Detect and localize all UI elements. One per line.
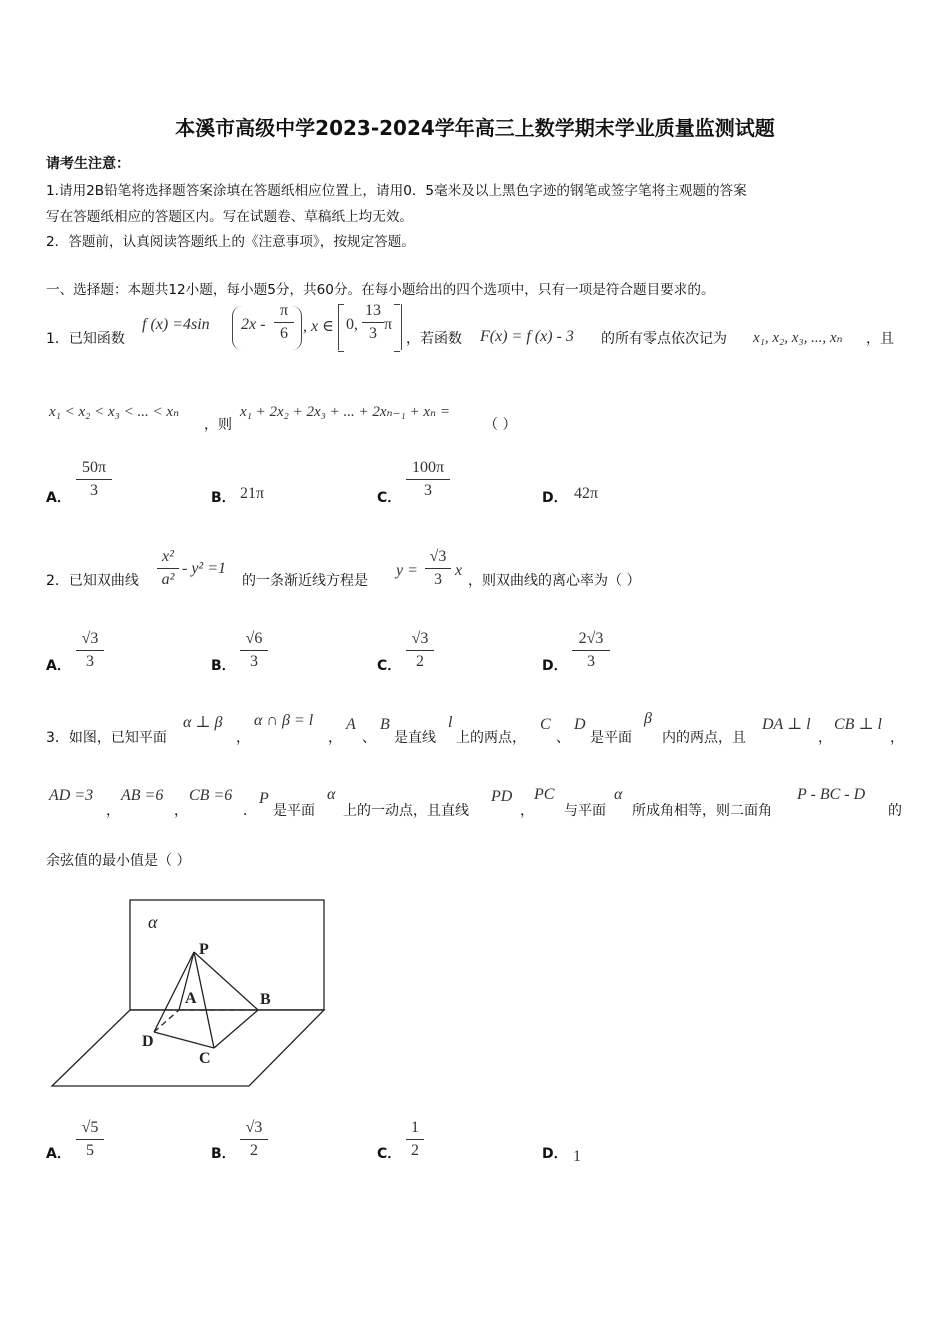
q1-mid2: 的所有零点依次记为 [601,331,727,347]
q1-interval-zero: 0, [346,316,358,333]
q1-interval-pi: π [384,316,393,333]
q1-option-b-label: B． [211,490,236,506]
q3-point-p: P [259,790,269,807]
q1-domain-text: , x ∈ [303,318,334,335]
q3-figure [44,890,334,1095]
q2-option-a-value: $\frac{√3}{3}$ [76,628,104,673]
q2-asym-y: y = [396,562,418,579]
q3-option-c-label: C． [377,1146,402,1162]
q2-mid: 的一条渐近线方程是 [242,573,368,589]
notice-item-2: 2．答题前，认真阅读答题纸上的《注意事项》，按规定答题。 [46,234,415,250]
q1-end: ，且 [866,331,894,347]
q3-prefix: 3．如图，已知平面 [46,730,167,746]
q2-eq-fraction: $\frac{\text{x²}}{\text{a²}}$ [157,546,179,591]
q3-alpha: α [327,786,336,803]
fig-label-c: C [199,1050,211,1067]
notice-item-1-line-2: 写在答题纸相应的答题区内。写在试题卷、草稿纸上均无效。 [46,209,414,225]
edge-pb [194,952,258,1010]
fig-label-alpha: α [148,912,158,932]
q2-option-b-value: $\frac{√6}{3}$ [240,628,268,673]
q3-intersection: α ∩ β = l [254,712,314,729]
section-heading: 一、选择题：本题共12小题，每小题5分，共60分。在每小题给出的四个选项中，只有一项是符合题目要求的。 [46,282,715,298]
plane-alpha [130,900,324,1010]
q3-alpha-2: α [614,786,623,803]
q3-option-d-value: 1 [573,1148,581,1165]
q3-ab-length: AB =6 [121,787,164,804]
q3-cb-length: CB =6 [189,787,233,804]
q1-option-c-label: C． [377,490,402,506]
q1-order: x₁ < x₂ < x₃ < ... < xₙ [49,404,180,420]
q3-line-3: 余弦值的最小值是（ ） [46,853,191,869]
q3-point-d: D [574,716,586,733]
q3-line-l: l [448,714,453,731]
q1-option-a-label: A． [46,490,71,506]
plane-beta [52,1010,324,1086]
q3-option-a-label: A． [46,1146,71,1162]
q1-then: ，则 [204,417,232,433]
q3-option-b-label: B． [211,1146,236,1162]
q2-eq-rest: - y² =1 [182,560,227,577]
q3-line-pd: PD [491,788,513,805]
q3-option-a-value: $\frac{√5}{5}$ [76,1117,104,1162]
q1-option-c-value: $\frac{100\pi}{3}$ [406,457,450,502]
page-title: 本溪市高级中学2023-2024学年高三上数学期末学业质量监测试题 [175,116,775,140]
fig-label-d: D [142,1033,154,1050]
q1-zeros: x₁, x₂, x₃, ..., xₙ [753,330,843,346]
q3-perp: α ⊥ β [183,714,223,731]
q1-paren-answer: （ ） [484,417,517,433]
q1-func: f (x) =4sin [142,316,210,333]
q2-option-d-label: D． [542,658,568,674]
fig-label-p: P [199,941,209,958]
q3-point-b: B [380,716,390,733]
q3-dihedral-angle: P - BC - D [797,786,866,803]
q1-sum: x₁ + 2x₂ + 2x₃ + ... + 2xₙ₋₁ + xₙ = [240,404,450,420]
q2-option-a-label: A． [46,658,71,674]
q3-line-pc: PC [534,786,555,803]
q1-mid: ，若函数 [406,331,462,347]
q1-option-b-value: 21π [240,485,265,502]
q2-end: ，则双曲线的离心率为（ ） [468,573,641,589]
q2-option-c-label: C． [377,658,402,674]
q1-option-a-value: $\frac{50\pi}{3}$ [76,457,112,502]
q3-option-c-value: $\frac{1}{2}$ [406,1117,424,1162]
q1-arg-2x: 2x - [241,316,266,333]
q3-beta: β [644,710,652,727]
q2-option-b-label: B． [211,658,236,674]
fig-label-a: A [185,990,197,1007]
q3-point-a: A [346,716,356,733]
q1-Fx: F(x) = f (x) - 3 [480,328,574,345]
q3-da-perp: DA ⊥ l [762,716,811,733]
q1-13-over-3: $\frac{13}{3}$ [362,300,384,345]
q3-cb-perp: CB ⊥ l [834,716,882,733]
q3-point-c: C [540,716,551,733]
q3-ad-length: AD =3 [49,787,94,804]
notice-heading: 请考生注意： [46,156,130,172]
q3-option-b-value: $\frac{√3}{2}$ [240,1117,268,1162]
q2-option-c-value: $\frac{√3}{2}$ [406,628,434,673]
q2-asym-x: x [455,562,463,579]
q1-prefix: 1．已知函数 [46,331,125,347]
q1-option-d-label: D． [542,490,568,506]
q1-option-d-value: 42π [574,485,599,502]
q3-option-d-label: D． [542,1146,568,1162]
q2-asym-fraction: $\frac{√3}{3}$ [425,546,451,591]
fig-label-b: B [260,991,271,1008]
q2-prefix: 2．已知双曲线 [46,573,139,589]
notice-item-1-line-1: 1.请用2B铅笔将选择题答案涂填在答题纸相应位置上，请用0．5毫米及以上黑色字迹的钢笔或签字笔将主观题的答案 [46,183,747,199]
q2-option-d-value: $\frac{2√3}{3}$ [572,628,610,673]
q1-pi-over-6: $\frac{\pi}{6}$ [274,300,294,345]
